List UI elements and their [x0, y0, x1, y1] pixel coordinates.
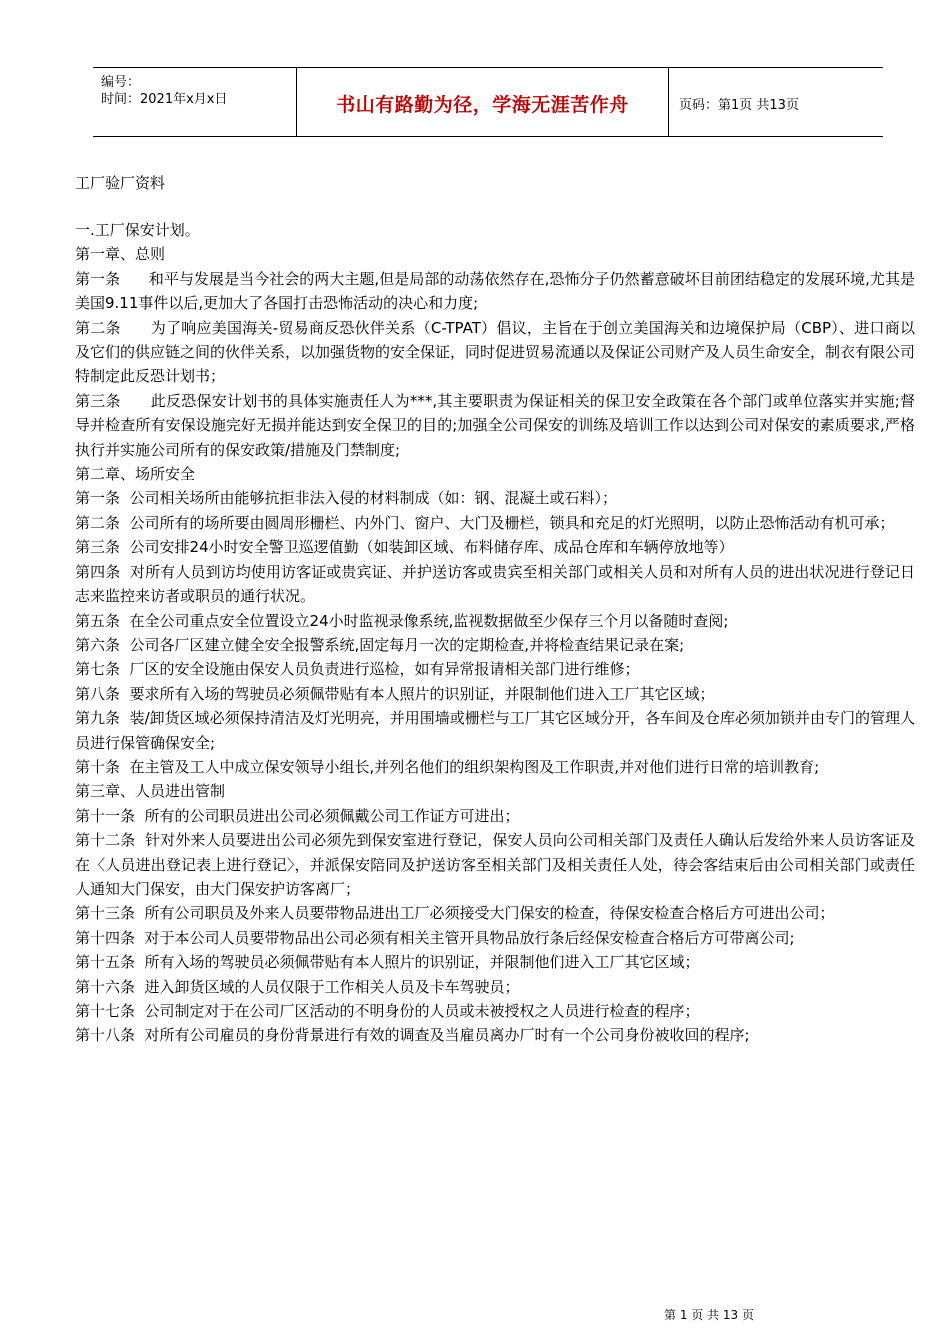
article-paragraph: 第三条 此反恐保安计划书的具体实施责任人为***,其主要职责为保证相关的保卫安全政策在各个部门或单位落实并实施;督导并检查所有安保设施完好无损并能达到安全保卫的目的;加强全公司保安的训练及培训工作以达到公司对保安的素质要求,严格执行并实施公司所有的保安政策/措施及门禁制度; — [75, 391, 915, 459]
article-paragraph: 第三条 公司安排24小时安全警卫巡逻值勤（如装卸区域、布料储存库、成品仓库和车辆停放地等） — [75, 538, 734, 557]
header-number-label: 编号： — [101, 75, 141, 90]
article-paragraph: 第十四条 对于本公司人员要带物品出公司必须有相关主管开具物品放行条后经保安检查合格后方可带离公司; — [75, 928, 795, 947]
article-paragraph: 第十一条 所有的公司职员进出公司必须佩戴公司工作证方可进出； — [75, 806, 520, 825]
article-paragraph: 第十二条 针对外来人员要进出公司必须先到保安室进行登记，保安人员向公司相关部门及责任人确认后发给外来人员访客证及在〈人员进出登记表上进行登记〉，并派保安陪同及护送访客至相关部门及相关责任人处，待会客结束后由公司相关部门或责任人通知大门保安，由大门保安护访客离厂； — [75, 831, 915, 898]
header-motto: 书山有路勤为径，学海无涯苦作舟 — [336, 94, 629, 116]
article-paragraph: 第十八条 对所有公司雇员的身份背景进行有效的调查及当雇员离办厂时有一个公司身份被收回的程序; — [75, 1026, 750, 1045]
page-header — [93, 67, 883, 137]
header-meta — [101, 74, 296, 108]
article-paragraph: 第十三条 所有公司职员及外来人员要带物品进出工厂必须接受大门保安的检查，待保安检查合格后方可进出公司； — [75, 904, 835, 923]
article-paragraph: 第二条 公司所有的场所要由圆周形栅栏、内外门、窗户、大门及栅栏，锁具和充足的灯光照明，以防止恐怖活动有机可承； — [75, 513, 895, 532]
chapter-heading: 第三章、人员进出管制 — [75, 782, 226, 801]
article-paragraph: 第十五条 所有入场的驾驶员必须佩带贴有本人照片的识别证，并限制他们进入工厂其它区域； — [75, 953, 700, 972]
article-paragraph: 第九条 装/卸货区域必须保持清洁及灯光明亮，并用围墙或栅栏与工厂其它区域分开，各车间及仓库必须加锁并由专门的管理人员进行保管确保安全; — [75, 709, 915, 752]
article-paragraph: 第五条 在全公司重点安全位置设立24小时监视录像系统,监视数据做至少保存三个月以备随时查阅; — [75, 611, 729, 630]
article-paragraph: 第一条 和平与发展是当今社会的两大主题,但是局部的动荡依然存在,恐怖分子仍然蓄意破坏目前团结稳定的发展环境,尤其是美国9.11事件以后,更加大了各国打击恐怖活动的决心和力度; — [75, 269, 915, 313]
article-paragraph: 第一条 公司相关场所由能够抗拒非法入侵的材料制成（如：钢、混凝土或石料）； — [75, 489, 618, 508]
chapter-heading: 第二章、场所安全 — [75, 465, 196, 484]
header-time-label: 时间：2021年x月x日 — [101, 92, 228, 107]
page-footer: 第 1 页 共 13 页 — [664, 1308, 754, 1322]
chapter-heading: 第一章、总则 — [75, 245, 166, 264]
article-paragraph: 第八条 要求所有入场的驾驶员必须佩带贴有本人照片的识别证，并限制他们进入工厂其它区域； — [75, 684, 715, 703]
article-paragraph: 第十六条 进入卸货区域的人员仅限于工作相关人员及卡车驾驶员； — [75, 977, 520, 996]
section-heading: 一.工厂保安计划。 — [75, 221, 200, 239]
article-paragraph: 第六条 公司各厂区建立健全安全报警系统,固定每月一次的定期检查,并将检查结果记录在案; — [75, 635, 685, 654]
header-page-info: 页码：第1页 共13页 — [679, 98, 799, 113]
article-paragraph: 第七条 厂区的安全设施由保安人员负责进行巡检，如有异常报请相关部门进行维修； — [75, 660, 640, 679]
header-divider — [668, 68, 669, 136]
document-title: 工厂验厂资料 — [75, 174, 166, 192]
article-paragraph: 第十条 在主管及工人中成立保安领导小组长,并列名他们的组织架构图及工作职责,并对他们进行日常的培训教育; — [75, 757, 820, 776]
article-paragraph: 第十七条 公司制定对于在公司厂区活动的不明身份的人员或未被授权之人员进行检查的程序； — [75, 1002, 700, 1020]
article-paragraph: 第四条 对所有人员到访均使用访客证或贵宾证、并护送访客或贵宾至相关部门或相关人员和对所有人员的进出状况进行登记日志来监控来访者或职员的通行状况。 — [75, 562, 915, 606]
document-body — [75, 218, 915, 1048]
article-paragraph: 第二条 为了响应美国海关-贸易商反恐伙伴关系（C-TPAT）倡议，主旨在于创立美国海关和边境保护局（CBP）、进口商以及它们的供应链之间的伙伴关系，以加强货物的安全保证，同时促进贸易流通以及保证公司财产及人员生命安全，制衣有限公司特制定此反恐计划书； — [75, 318, 916, 386]
